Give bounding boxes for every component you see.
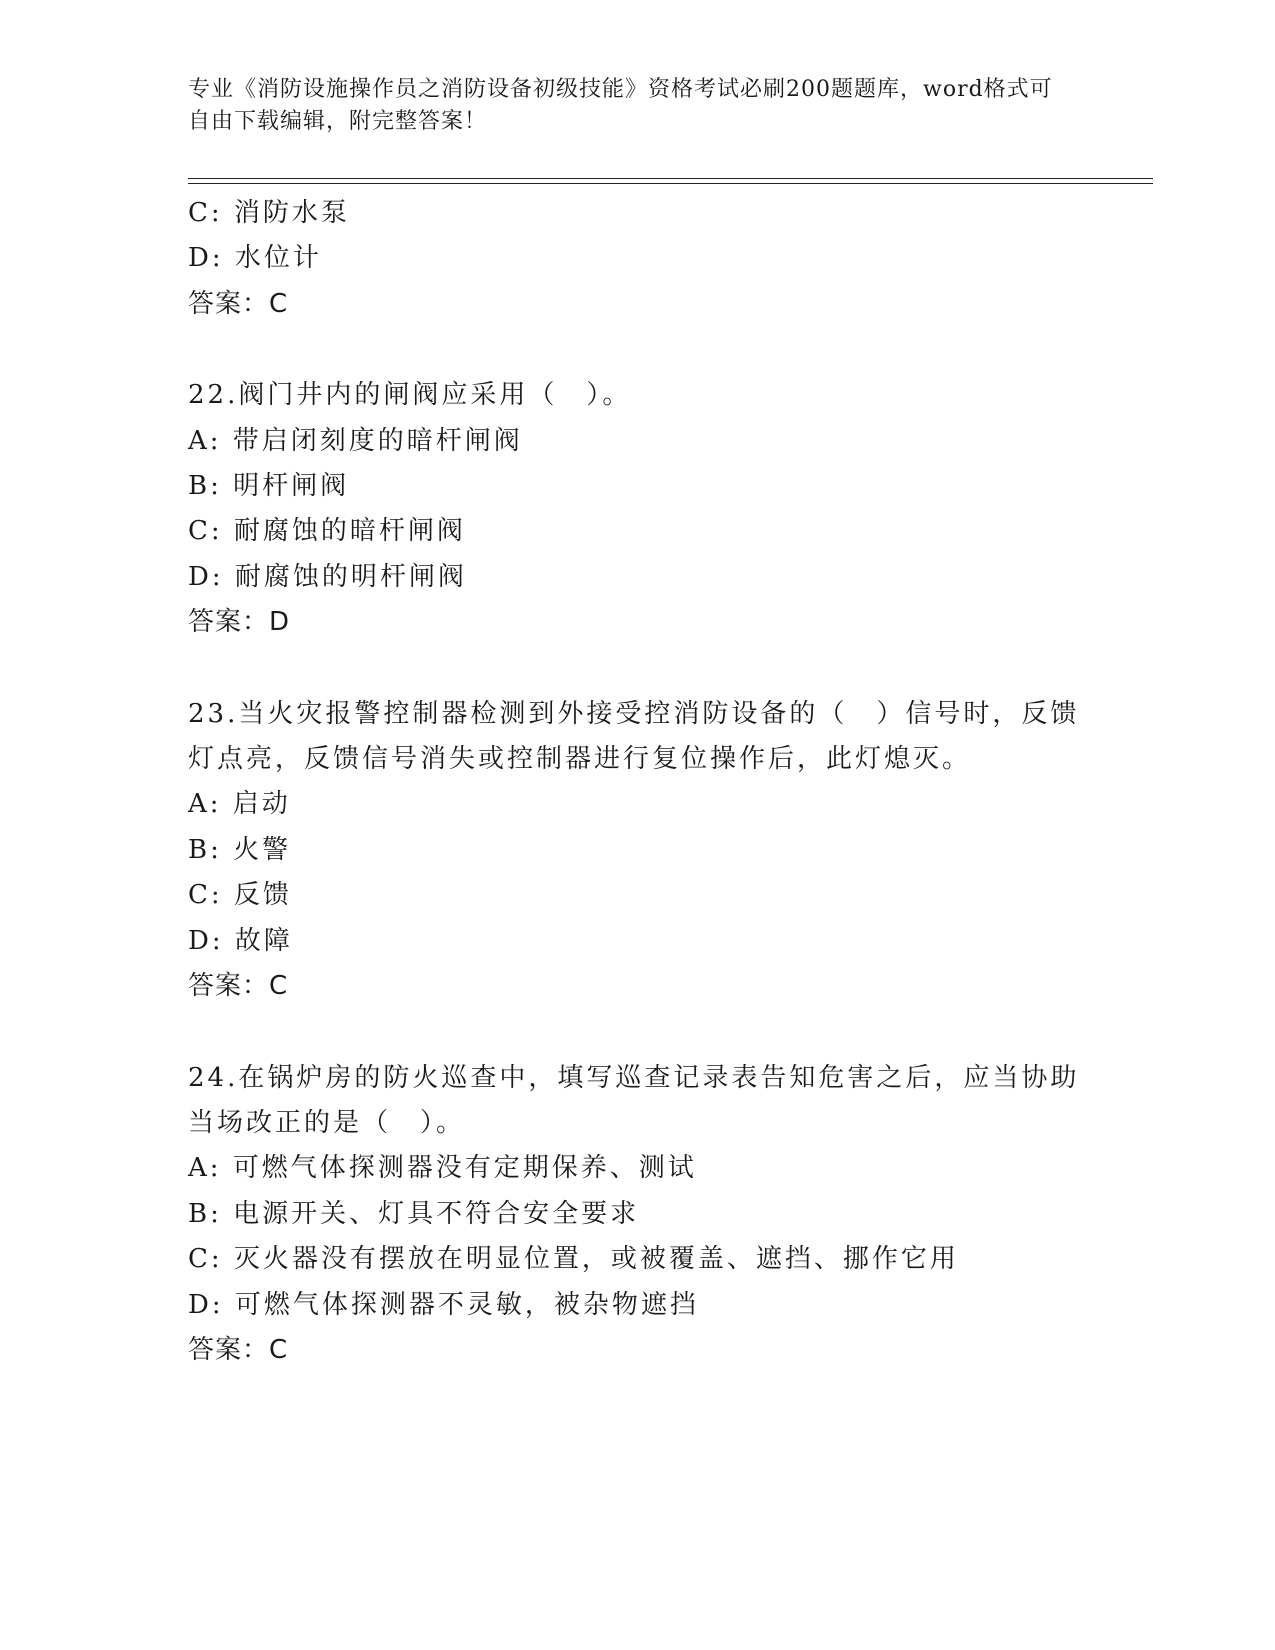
header-divider-top	[188, 178, 1153, 179]
header-divider-bottom	[188, 183, 1153, 184]
option-c: C: 反馈	[188, 880, 292, 911]
option-b: B: 电源开关、灯具不符合安全要求	[188, 1198, 640, 1229]
answer-line: 答案：C	[188, 1334, 289, 1365]
document-header: 专业《消防设施操作员之消防设备初级技能》资格考试必刷200题题库，word格式可自由下载编辑，附完整答案！	[188, 77, 1053, 134]
option-d: D: 水位计	[188, 243, 322, 274]
option-c: C: 耐腐蚀的暗杆闸阀	[188, 516, 466, 547]
option-d: D: 故障	[188, 925, 293, 956]
spacer	[188, 327, 1088, 373]
question-stem-line-2: 当场改正的是（ ）。	[188, 1107, 466, 1138]
option-b: B: 明杆闸阀	[188, 471, 350, 502]
question-block-24	[188, 1056, 1088, 1374]
option-c: C: 灭火器没有摆放在明显位置，或被覆盖、遮挡、挪作它用	[188, 1244, 959, 1275]
option-a: A: 可燃气体探测器没有定期保养、测试	[188, 1153, 697, 1184]
question-block-23	[188, 692, 1088, 1010]
spacer	[188, 1010, 1088, 1056]
question-list	[188, 191, 1088, 1373]
option-c: C: 消防水泵	[188, 198, 350, 228]
question-stem: 22.阀门井内的闸阀应采用（ ）。	[188, 380, 632, 411]
question-stem-line-2: 灯点亮，反馈信号消失或控制器进行复位操作后，此灯熄灭。	[188, 744, 972, 775]
answer-line: 答案：C	[188, 288, 289, 319]
question-stem-line-1: 24.在锅炉房的防火巡查中，填写巡查记录表告知危害之后，应当协助	[188, 1062, 1080, 1093]
answer-line: 答案：D	[188, 607, 291, 638]
option-a: A: 启动	[188, 789, 291, 820]
option-d: D: 可燃气体探测器不灵敏，被杂物遮挡	[188, 1289, 699, 1320]
spacer	[188, 646, 1088, 692]
answer-line: 答案：C	[188, 971, 289, 1002]
question-block-22	[188, 373, 1088, 645]
question-block-21	[188, 191, 1088, 327]
option-a: A: 带启闭刻度的暗杆闸阀	[188, 425, 523, 456]
option-b: B: 火警	[188, 834, 292, 865]
question-stem-line-1: 23.当火灾报警控制器检测到外接受控消防设备的（ ）信号时，反馈	[188, 698, 1080, 729]
option-d: D: 耐腐蚀的明杆闸阀	[188, 561, 467, 592]
